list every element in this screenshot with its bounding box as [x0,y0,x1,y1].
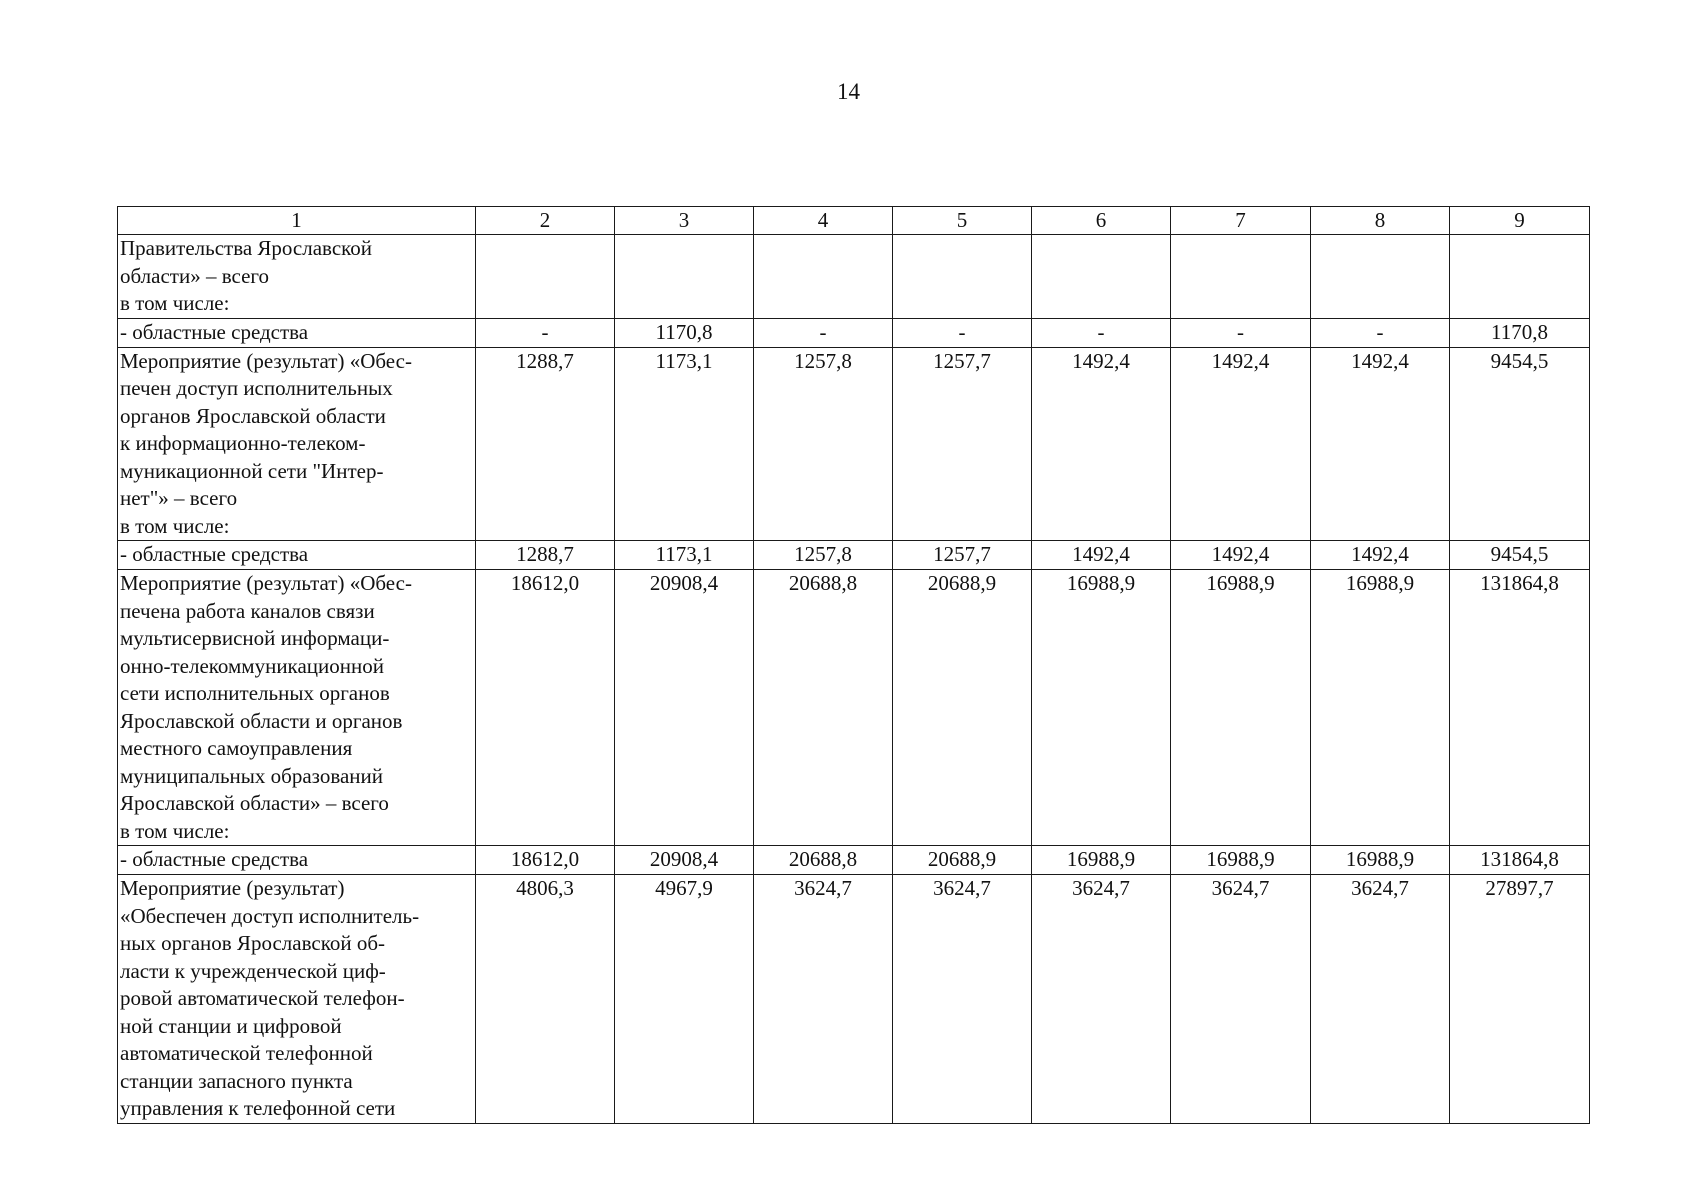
year-value-cell: 1257,8 [754,347,893,541]
year-value-cell [1032,235,1171,319]
measure-row [118,235,1590,319]
description-line: местного самоуправления [120,736,353,760]
year-value-cell: 1257,7 [893,541,1032,570]
year-value-cell: 16988,9 [1032,846,1171,875]
year-value-cell: 20908,4 [615,570,754,846]
measure-description [118,347,476,541]
column-number-3: 3 [615,207,754,235]
year-value-cell [893,235,1032,319]
year-value-cell: 20688,8 [754,570,893,846]
measure-row [118,570,1590,846]
year-value-cell: 4806,3 [476,875,615,1124]
year-value-cell: 16988,9 [1171,846,1311,875]
table-body [118,207,1590,1124]
description-line: ровой автоматической телефон- [120,986,405,1010]
column-number-row [118,207,1590,235]
measure-description [118,570,476,846]
year-value-cell: 1173,1 [615,541,754,570]
year-value-cell: 1288,7 [476,541,615,570]
description-line: Правительства Ярославской [120,236,373,260]
description-line: автоматической телефонной [120,1041,373,1065]
description-line: к информационно-телеком- [120,431,366,455]
measure-description [118,235,476,319]
year-value-cell: - [1171,318,1311,347]
description-line: мультисервисной информаци- [120,626,390,650]
description-line: Ярославской области и органов [120,708,403,733]
year-value-cell: 1257,7 [893,347,1032,541]
column-number-4: 4 [754,207,893,235]
description-line: муникационной сети "Интер- [120,458,384,483]
description-line: онно-телекоммуникационной [120,653,384,678]
year-value-cell: 18612,0 [476,846,615,875]
funds-row [118,846,1590,875]
description-line: в том числе: [120,513,230,538]
year-value-cell: 16988,9 [1311,570,1450,846]
year-value-cell: 16988,9 [1032,570,1171,846]
total-cell: 1170,8 [1450,318,1590,347]
year-value-cell: 1492,4 [1311,347,1450,541]
year-value-cell: - [476,318,615,347]
total-cell: 27897,7 [1450,875,1590,1124]
year-value-cell: 1492,4 [1032,541,1171,570]
measure-row [118,347,1590,541]
column-number-2: 2 [476,207,615,235]
year-value-cell [754,235,893,319]
year-value-cell: 16988,9 [1311,846,1450,875]
year-value-cell: 3624,7 [1311,875,1450,1124]
year-value-cell: 3624,7 [754,875,893,1124]
description-line: нет"» – всего [120,486,238,510]
measure-description [118,875,476,1124]
year-value-cell: - [893,318,1032,347]
funds-label: - областные средства [118,318,476,347]
description-line: ной станции и цифровой [120,1013,342,1038]
year-value-cell: 3624,7 [1032,875,1171,1124]
year-value-cell [615,235,754,319]
description-line: Мероприятие (результат) «Обес- [120,348,412,373]
funds-label: - областные средства [118,846,476,875]
total-cell: 131864,8 [1450,846,1590,875]
year-value-cell: - [754,318,893,347]
year-value-cell: 1173,1 [615,347,754,541]
year-value-cell: 20688,8 [754,846,893,875]
year-value-cell: - [1311,318,1450,347]
description-line: Ярославской области» – всего [120,791,389,815]
column-number-9: 9 [1450,207,1590,235]
column-number-7: 7 [1171,207,1311,235]
measure-row [118,875,1590,1124]
year-value-cell: 1492,4 [1171,347,1311,541]
year-value-cell: 3624,7 [1171,875,1311,1124]
description-line: печена работа каналов связи [120,598,375,623]
description-line: области» – всего [120,263,269,288]
year-value-cell: 3624,7 [893,875,1032,1124]
year-value-cell [1171,235,1311,319]
total-cell: 9454,5 [1450,347,1590,541]
column-number-1: 1 [118,207,476,235]
description-line: ных органов Ярославской об- [120,931,386,955]
column-number-8: 8 [1311,207,1450,235]
column-number-5: 5 [893,207,1032,235]
description-line: станции запасного пункта [120,1068,353,1093]
description-line: сети исполнительных органов [120,681,390,705]
year-value-cell: 1257,8 [754,541,893,570]
budget-table [117,206,1590,1124]
description-line: в том числе: [120,818,230,843]
year-value-cell: 20908,4 [615,846,754,875]
year-value-cell: 20688,9 [893,570,1032,846]
description-line: управления к телефонной сети [120,1096,396,1120]
page-number: 14 [837,79,860,104]
description-line: ласти к учрежденческой циф- [120,958,386,983]
year-value-cell: - [1032,318,1171,347]
year-value-cell: 16988,9 [1171,570,1311,846]
description-line: печен доступ исполнительных [120,376,393,400]
total-cell: 9454,5 [1450,541,1590,570]
year-value-cell: 18612,0 [476,570,615,846]
description-line: Мероприятие (результат) «Обес- [120,571,412,595]
total-cell [1450,235,1590,319]
year-value-cell [476,235,615,319]
year-value-cell: 1170,8 [615,318,754,347]
year-value-cell: 1288,7 [476,347,615,541]
year-value-cell: 1492,4 [1171,541,1311,570]
total-cell: 131864,8 [1450,570,1590,846]
funds-row [118,541,1590,570]
year-value-cell [1311,235,1450,319]
year-value-cell: 4967,9 [615,875,754,1124]
column-number-6: 6 [1032,207,1171,235]
funds-row [118,318,1590,347]
year-value-cell: 20688,9 [893,846,1032,875]
year-value-cell: 1492,4 [1311,541,1450,570]
funds-label: - областные средства [118,541,476,570]
description-line: Мероприятие (результат) [120,876,345,900]
description-line: органов Ярославской области [120,403,386,428]
description-line: в том числе: [120,291,230,315]
description-line: муниципальных образований [120,763,383,788]
year-value-cell: 1492,4 [1032,347,1171,541]
description-line: «Обеспечен доступ исполнитель- [120,903,420,928]
